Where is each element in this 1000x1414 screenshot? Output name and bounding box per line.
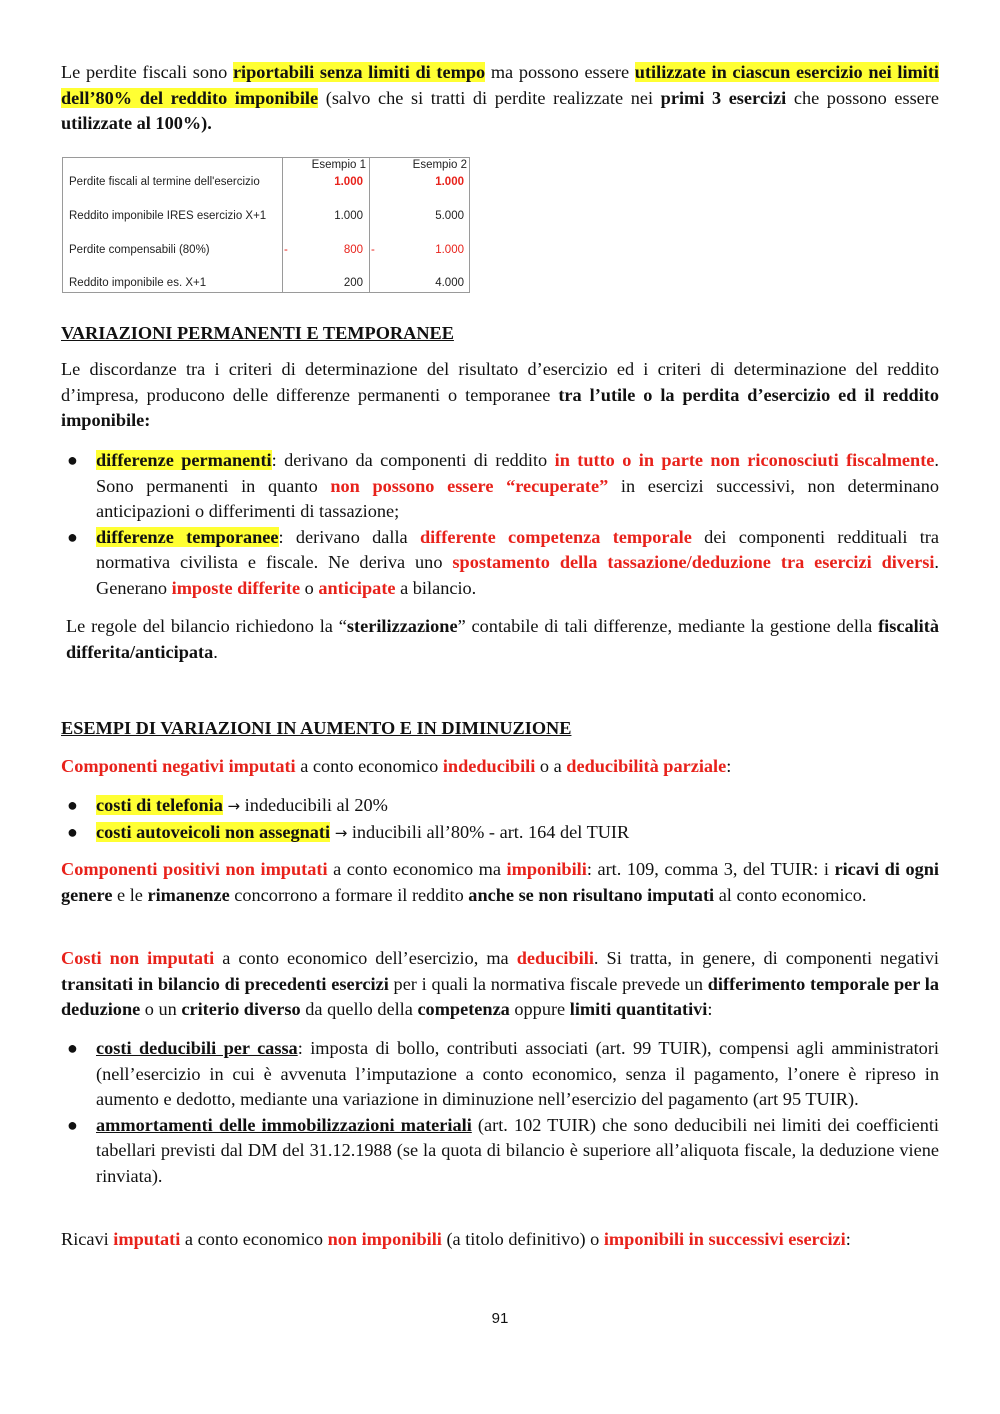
text: o un	[140, 999, 182, 1019]
paragraph	[61, 1227, 939, 1253]
text: dei componenti reddituali tra normativa civilista e fiscale. Ne deriva uno	[96, 526, 940, 572]
section-heading: VARIAZIONI PERMANENTI E TEMPORANEE	[61, 323, 454, 343]
text: (salvo che si tratti di perdite realizzate nei	[318, 87, 661, 108]
bullet-icon: ●	[67, 526, 78, 547]
table-cell: 5.000	[435, 210, 464, 222]
paragraph	[61, 357, 939, 434]
text: a conto economico ma	[327, 859, 507, 879]
table-cell: 1.000	[334, 210, 363, 222]
list-item	[61, 820, 939, 847]
bullet-icon: ●	[67, 1038, 78, 1058]
text: a conto economico dell’esercizio, ma	[214, 948, 517, 968]
list-item	[61, 448, 939, 525]
text: Le discordanze tra i criteri di determinazione del risultato d’esercizio ed i criteri di determinazione del reddito d’impresa, producono delle differenze permanenti o temporanee	[61, 359, 939, 405]
table-header-2: Esempio 2	[412, 159, 467, 171]
red-text: spostamento della tassazione/deduzione tra esercizi diversi	[452, 552, 935, 572]
text: (art. 102 TUIR) che sono deducibili nei limiti dei coefficienti tabellari previsti dal DM del 31.12.1988 (se la quota di bilancio è superiore all’aliquota fiscale, la deduzione viene rinviata).	[96, 1114, 939, 1186]
red-text: Componenti negativi imputati	[61, 756, 296, 776]
list-item	[61, 1036, 939, 1113]
text: in esercizi successivi, non determinano anticipazioni o differimenti di tassazione;	[96, 475, 939, 521]
text: a bilancio.	[395, 577, 477, 598]
paragraph	[61, 857, 939, 908]
text: .	[213, 641, 218, 662]
bullet-icon: ●	[67, 1114, 78, 1135]
text: : derivano da componenti di reddito	[271, 450, 555, 470]
table-header-1: Esempio 1	[311, 159, 366, 171]
page-number: 91	[491, 1310, 509, 1327]
table-cell-sign: -	[284, 244, 288, 256]
text: : imposta di bollo, contributi associati (art. 99 TUIR), compensi agli amministratori (nell’esercizio in cui è avvenuta l’imputazione a conto economico, senza il pagamento, l’onere è ripreso in aumento e dedotto, mediante una variazione in diminuzione nell’esercizio del pagamento (art 95 TUIR).	[96, 1038, 939, 1109]
text: indeducibili al 20%	[240, 795, 388, 815]
red-text: imponibili in successivi esercizi	[603, 1229, 846, 1249]
red-text: non imponibili	[327, 1229, 442, 1249]
bold-text: rimanenze	[147, 884, 230, 905]
text: . Generano	[96, 552, 939, 598]
highlight: utilizzate in ciascun esercizio nei limiti dell’80% del reddito imponibile	[61, 62, 939, 108]
list-item	[61, 793, 939, 820]
intro-paragraph	[61, 60, 939, 137]
red-text: Componenti positivi non imputati	[61, 859, 328, 879]
list-item	[61, 1113, 939, 1190]
table-cell: 800	[343, 244, 363, 256]
red-text: non possono essere “recuperate”	[330, 475, 609, 496]
highlight: costi autoveicoli non assegnati	[96, 821, 331, 842]
table-cell: 200	[343, 277, 363, 289]
table-cell: 4.000	[435, 277, 464, 289]
text: oppure	[509, 999, 570, 1019]
red-text: anticipate	[318, 577, 396, 598]
text: inducibili all’80% - art. 164 del TUIR	[347, 821, 630, 842]
text: ma possono essere	[485, 62, 635, 82]
text: . Sono permanenti in quanto	[96, 450, 939, 496]
bold-text: limiti quantitativi	[569, 999, 708, 1019]
text: : art. 109, comma 3, del TUIR: i	[586, 859, 835, 879]
arrow-right-icon: →	[227, 797, 241, 815]
table-row-label: Reddito imponibile IRES esercizio X+1	[69, 210, 267, 222]
bold-text: tra l’utile o la perdita d’esercizio ed il reddito imponibile:	[61, 384, 940, 430]
text: . Si tratta, in genere, di componenti negativi	[593, 948, 940, 968]
red-text: indeducibili	[442, 756, 536, 776]
bold-text: ricavi di ogni genere	[61, 859, 939, 905]
text: ” contabile di tali differenze, mediante la gestione della	[457, 616, 879, 636]
paragraph	[61, 754, 939, 780]
table-cell: 1.000	[435, 176, 464, 188]
text: Ricavi	[61, 1229, 114, 1249]
bold-text: primi 3 esercizi	[660, 87, 787, 108]
text: da quello della	[300, 999, 418, 1019]
text: Le perdite fiscali sono	[61, 62, 233, 82]
bold-text: utilizzate al 100%).	[61, 113, 212, 133]
bullet-icon: ●	[67, 450, 78, 470]
highlight: costi di telefonia	[96, 795, 223, 815]
table-cell: 1.000	[334, 176, 363, 188]
text: a conto economico	[180, 1229, 328, 1249]
loss-example-table	[62, 157, 470, 293]
text: al conto economico.	[714, 884, 867, 905]
paragraph	[61, 946, 939, 1023]
highlight: differenze temporanee	[96, 526, 279, 547]
text: :	[707, 999, 713, 1019]
differences-list	[61, 448, 939, 601]
table-cell-sign: -	[371, 244, 375, 256]
table-row-label: Reddito imponibile es. X+1	[69, 277, 207, 289]
deductible-costs-list	[61, 1036, 939, 1189]
red-text: deducibilità parziale	[566, 756, 727, 776]
text: Le regole del bilancio richiedono la “	[66, 616, 347, 636]
red-text: imposte differite	[171, 577, 301, 598]
red-text: imponibili	[506, 859, 587, 879]
table-row-label: Perdite compensabili (80%)	[69, 244, 210, 256]
red-text: differente competenza temporale	[419, 526, 692, 547]
table-cell: 1.000	[435, 244, 464, 256]
highlight: differenze permanenti	[96, 450, 272, 470]
bullet-icon: ●	[67, 821, 78, 842]
text: :	[726, 756, 732, 776]
text: e le	[112, 884, 148, 905]
underlined-text: ammortamenti delle immobilizzazioni materiali	[96, 1114, 472, 1135]
bold-text: competenza	[417, 999, 510, 1019]
red-text: imputati	[113, 1229, 181, 1249]
text: che possono essere	[786, 87, 939, 108]
text: o a	[535, 756, 567, 776]
text: (a titolo definitivo) o	[441, 1229, 604, 1249]
negative-components-list	[61, 793, 939, 846]
bold-text: transitati in bilancio di precedenti esercizi	[61, 973, 389, 994]
highlight: riportabili senza limiti di tempo	[232, 62, 486, 82]
bold-text: criterio diverso	[181, 999, 301, 1019]
arrow-right-icon: →	[334, 823, 348, 842]
paragraph	[66, 614, 939, 665]
table-divider	[282, 158, 283, 292]
list-item	[61, 525, 939, 602]
text: per i quali la normativa fiscale prevede un	[388, 973, 708, 994]
text: :	[845, 1229, 851, 1249]
bold-text: fiscalità differita/anticipata	[66, 616, 939, 662]
table-divider	[369, 158, 370, 292]
section-heading: ESEMPI DI VARIAZIONI IN AUMENTO E IN DIMINUZIONE	[61, 718, 572, 738]
red-text: Costi non imputati	[61, 948, 215, 968]
bold-text: anche se non risultano imputati	[468, 884, 715, 905]
text: : derivano dalla	[278, 526, 420, 547]
underlined-text: costi deducibili per cassa	[96, 1038, 298, 1058]
bold-text: sterilizzazione	[346, 616, 458, 636]
red-text: in tutto o in parte non riconosciuti fiscalmente	[554, 450, 935, 470]
bullet-icon: ●	[67, 795, 78, 815]
text: o	[300, 577, 319, 598]
text: a conto economico	[295, 756, 443, 776]
bold-text: differimento temporale per la deduzione	[61, 973, 939, 1019]
red-text: deducibili	[516, 948, 594, 968]
text: concorrono a formare il reddito	[229, 884, 469, 905]
table-row-label: Perdite fiscali al termine dell'esercizio	[69, 176, 260, 188]
